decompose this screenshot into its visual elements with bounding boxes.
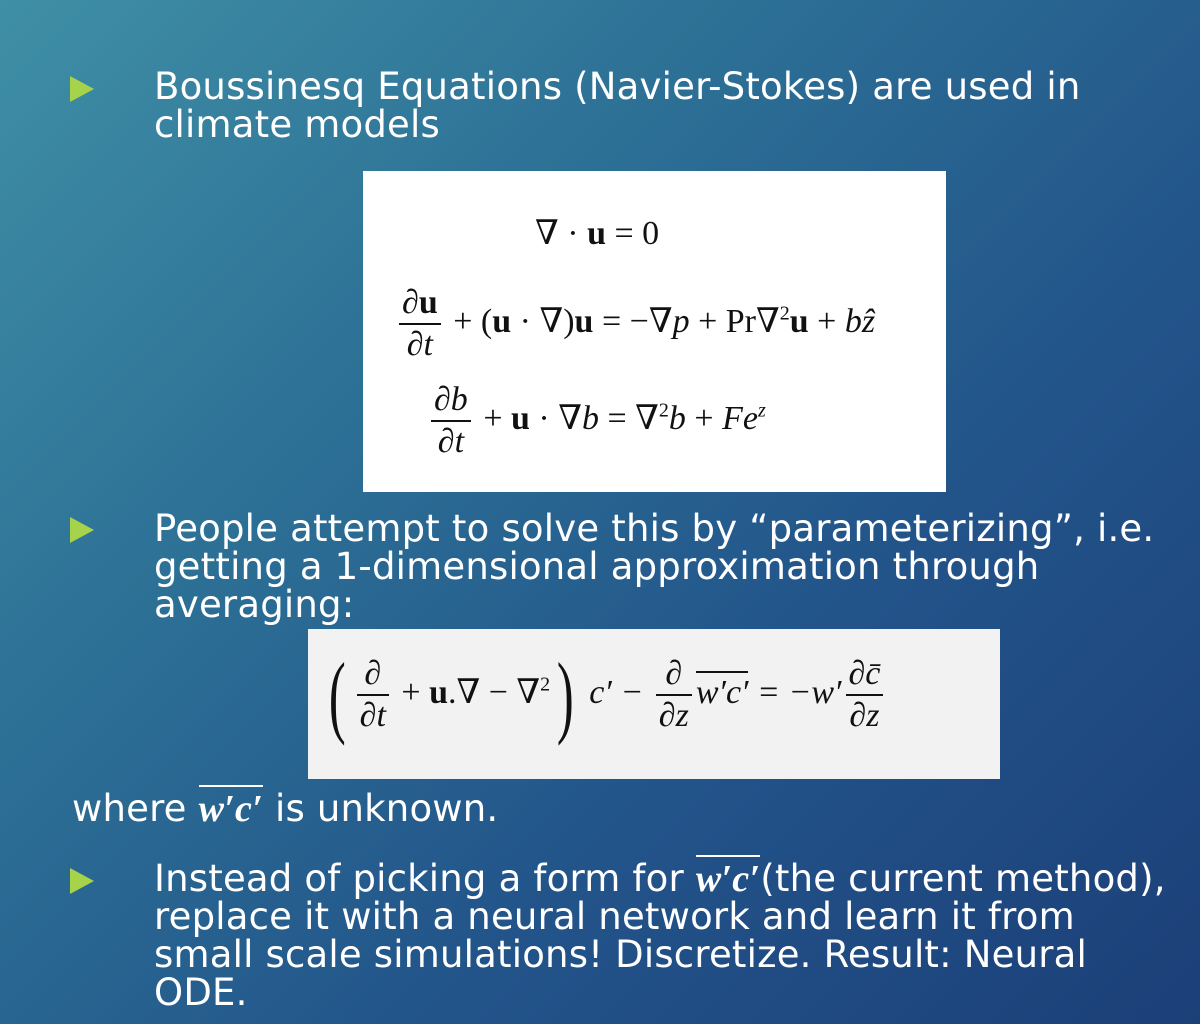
continuity-equation: ∇ · u = 0 [535,215,660,252]
wc-term: w′c′ [696,855,760,900]
averaged-equation: ( $\frac{\partial}{\partial t}$ + u.∇ − ∇$^2$) c′ − $\frac{\partial}{\partial z}$ w′c′ = −w′ $\frac{\partial c̄}{\partial z}$ [322,649,887,741]
bullet-arrow-icon [70,868,94,894]
momentum-equation: $\frac{\partial u}{\partial t}$ + (u · ∇)u = −∇p + Pr∇$^2$u + bẑ [395,283,875,365]
bullet-arrow-icon [70,517,94,543]
du-dt-fraction: $\frac{\partial u}{\partial t}$ [399,283,441,365]
bullet-arrow-icon [70,76,94,102]
where-unknown-text: where w′c′ is unknown. [72,787,499,830]
buoyancy-equation: $\frac{\partial b}{\partial t}$ + $u \cdot \nabla b = \nabla^2b + Fe^z$ [427,380,766,462]
db-dt-fraction: $\frac{\partial b}{\partial t}$ [431,380,471,462]
bullet-2-text: People attempt to solve this by “parameterizing”, i.e. getting a 1-dimensional approximation through averaging: [154,507,1155,626]
bullet-1-text: Boussinesq Equations (Navier-Stokes) are used in climate models [154,65,1081,146]
boussinesq-equations-box [363,171,946,492]
bullet-3-text: Instead of picking a form for w′c′(the current method), replace it with a neural network and learn it from small scale simulations! Discretize. Result: Neural ODE. [154,857,1166,1014]
wc-term: w′c′ [199,785,263,830]
parameterization-equation-box [308,629,1000,779]
